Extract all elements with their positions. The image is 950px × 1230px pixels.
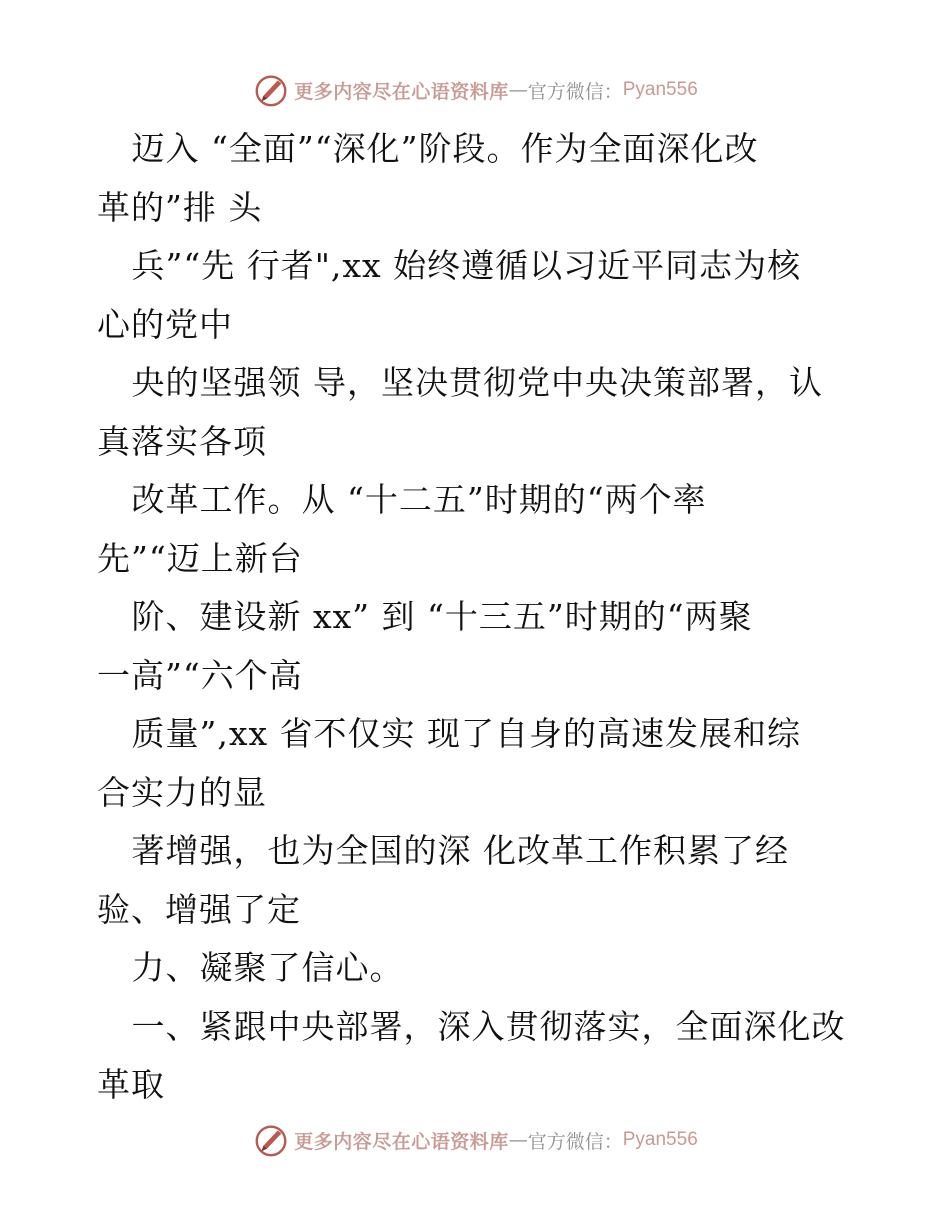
text-line: 力、凝聚了信心。 <box>97 948 404 987</box>
text-line: 革取 <box>97 1065 165 1104</box>
text-line: 一、紧跟中央部署，深入贯彻落实，全面深化改 <box>97 1006 846 1046</box>
header-banner <box>0 70 950 110</box>
text-line: 验、增强了定 <box>97 889 301 929</box>
text-line: 著增强，也为全国的深 化改革工作积累了经 <box>97 831 789 870</box>
text-line: 先”“迈上新台 <box>97 538 303 578</box>
footer-wechat-label: 官方微信： <box>527 1130 623 1153</box>
text-line: 改革工作。从 “十二五”时期的“两个率 <box>97 480 707 519</box>
footer-wechat-id: Pyan556 <box>622 1129 698 1150</box>
header-separator: — <box>508 79 528 101</box>
logo-icon <box>252 71 290 109</box>
header-wechat-id: Pyan556 <box>622 79 698 100</box>
text-line: 心的党中 <box>97 304 233 344</box>
text-line: 迈入 “全面”“深化”阶段。作为全面深化改 <box>97 129 759 168</box>
text-line: 合实力的显 <box>97 772 267 812</box>
header-wechat-label: 官方微信： <box>527 80 623 103</box>
footer-banner <box>0 1120 950 1160</box>
text-line: 央的坚强领 导，坚决贯彻党中央决策部署，认 <box>97 363 823 402</box>
footer-separator: — <box>508 1129 528 1151</box>
logo-icon <box>252 1121 290 1159</box>
text-line: 兵”“先 行者",xx 始终遵循以习近平同志为核 <box>97 246 802 285</box>
header-brand-text: 更多内容尽在心语资料库 <box>294 80 509 103</box>
text-line: 阶、建设新 xx” 到 “十三五”时期的“两聚 <box>97 597 753 636</box>
footer-brand-text: 更多内容尽在心语资料库 <box>294 1130 509 1153</box>
text-line: 革的”排 头 <box>97 187 263 227</box>
text-line: 一高”“六个高 <box>97 655 303 695</box>
text-line: 真落实各项 <box>97 421 267 461</box>
document-body <box>97 120 867 1115</box>
text-line: 质量”,xx 省不仅实 现了自身的高速发展和综 <box>97 714 802 753</box>
